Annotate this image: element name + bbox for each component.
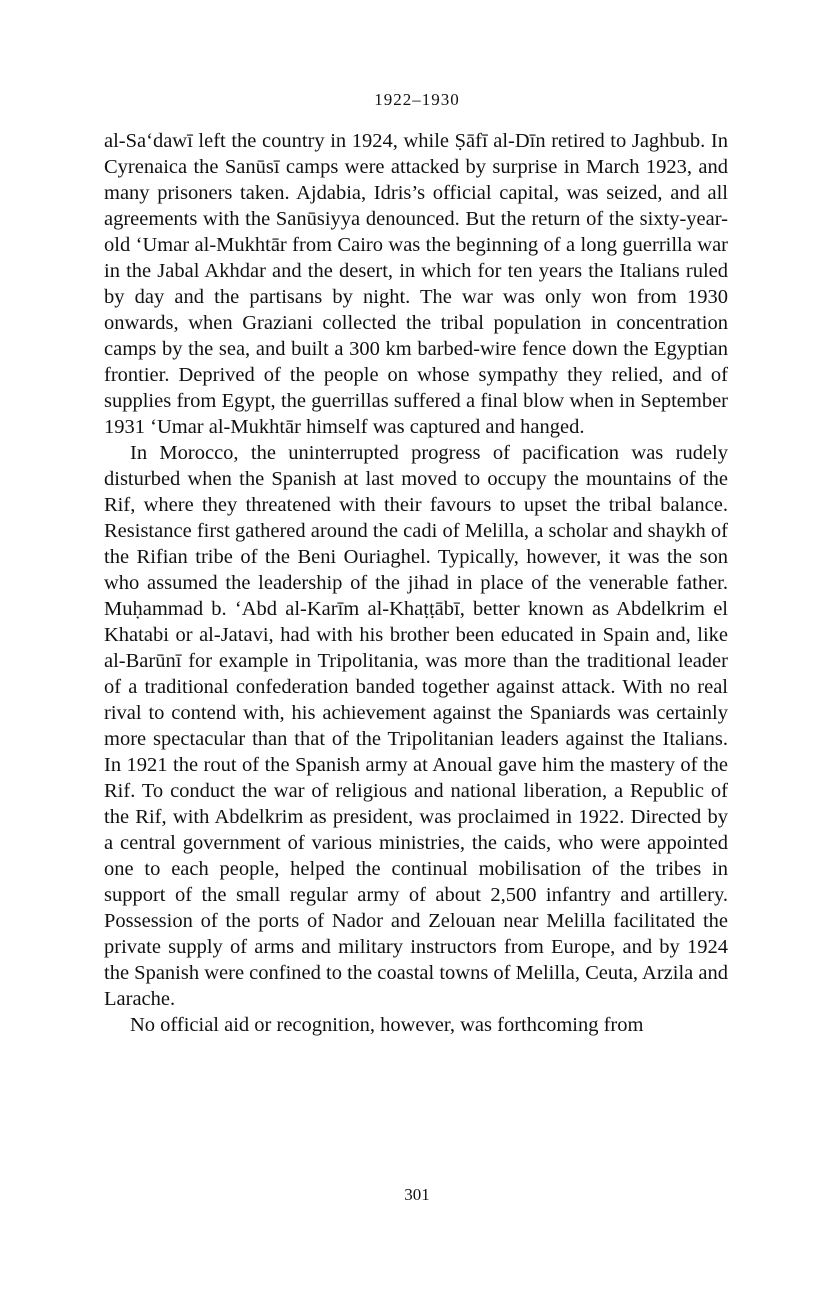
page-number: 301 xyxy=(404,1185,430,1204)
running-head: 1922–1930 xyxy=(374,90,460,109)
paragraph-2: In Morocco, the uninterrupted progress of pacification was rudely disturbed when the Spanish at last moved to occupy the mountains of the Rif, where they threatened with their favours to upset the tribal balance. Resistance first gathered around the cadi of Melilla, a scholar and shaykh of the Rifian tribe of the Beni Ouriaghel. Typically, however, it was the son who assumed the leadership of the jihad in place of the venerable father. Muḥammad b. ‘Abd al-Karīm al-Khaṭṭābī, better known as Abdelkrim el Khatabi or al-Jatavi, had with his brother been educated in Spain and, like al-Barūnī for example in Tripolitania, was more than the traditional leader of a traditional confederation banded together against attack. With no real rival to contend with, his achievement against the Spaniards was certainly more spectacular than that of the Tripolitanian leaders against the Italians. In 1921 the rout of the Spanish army at Anoual gave him the mastery of the Rif. To conduct the war of religious and national liberation, a Republic of the Rif, with Abdelkrim as president, was proclaimed in 1922. Directed by a central government of various ministries, the caids, who were appointed one to each people, helped the continual mobilisation of the tribes in support of the small regular army of about 2,500 infantry and artillery. Possession of the ports of Nador and Zelouan near Melilla facilitated the private supply of arms and military instructors from Europe, and by 1924 the Spanish were confined to the coastal towns of Melilla, Ceuta, Arzila and Larache. xyxy=(104,442,728,1010)
paragraph-3: No official aid or recognition, however, was forthcoming from xyxy=(130,1014,644,1036)
paragraph-1: al-Sa‘dawī left the country in 1924, while Ṣāfī al-Dīn retired to Jaghbub. In Cyrenaica the Sanūsī camps were attacked by surprise in March 1923, and many prisoners taken. Ajdabia, Idris’s official capital, was seized, and all agreements with the Sanūsiyya denounced. But the return of the sixty-year-old ‘Umar al-Mukhtār from Cairo was the beginning of a long guerrilla war in the Jabal Akhdar and the desert, in which for ten years the Italians ruled by day and the partisans by night. The war was only won from 1930 onwards, when Graziani collected the tribal population in concentration camps by the sea, and built a 300 km barbed-wire fence down the Egyptian frontier. Deprived of the people on whose sympathy they relied, and of supplies from Egypt, the guerrillas suffered a final blow when in September 1931 ‘Umar al-Mukhtār himself was captured and hanged. xyxy=(104,130,728,438)
body-text xyxy=(104,128,728,1038)
